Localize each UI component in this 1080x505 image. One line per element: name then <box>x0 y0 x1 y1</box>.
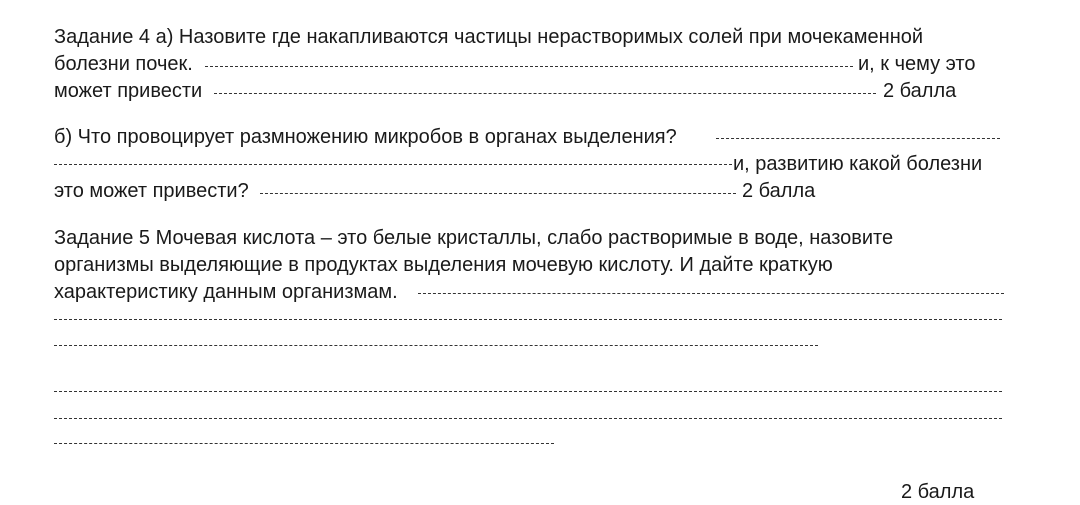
answer-blank[interactable] <box>214 93 876 94</box>
answer-blank[interactable] <box>54 391 1002 392</box>
answer-blank[interactable] <box>716 138 1000 139</box>
task5-line2: организмы выделяющие в продуктах выделения мочевую кислоту. И дайте краткую <box>54 254 833 276</box>
task4-line2-end: и, к чему это <box>858 53 976 75</box>
task4-points: 2 балла <box>883 80 957 102</box>
task4b-line1: б) Что провоцирует размножению микробов в органах выделения? <box>54 126 677 148</box>
task4b-line3-start: это может привести? <box>54 180 249 202</box>
task4b-line2-end: и, развитию какой болезни <box>733 153 983 175</box>
task5-line3-start: характеристику данным организмам. <box>54 281 398 303</box>
answer-blank[interactable] <box>54 443 554 444</box>
answer-blank[interactable] <box>205 66 853 67</box>
answer-blank[interactable] <box>54 319 1002 320</box>
answer-blank[interactable] <box>54 164 732 165</box>
task4-line3-start: может привести <box>54 80 203 102</box>
task4b-points: 2 балла <box>742 180 816 202</box>
answer-blank[interactable] <box>260 193 736 194</box>
task5-points: 2 балла <box>901 481 975 503</box>
answer-blank[interactable] <box>418 293 1004 294</box>
task5-line1: Задание 5 Мочевая кислота – это белые кристаллы, слабо растворимые в воде, назовите <box>54 227 894 249</box>
task4-line2-start: болезни почек. <box>54 53 193 75</box>
answer-blank[interactable] <box>54 418 1002 419</box>
answer-blank[interactable] <box>54 345 818 346</box>
task4-line1: Задание 4 а) Назовите где накапливаются частицы нерастворимых солей при мочекаменной <box>54 26 924 48</box>
